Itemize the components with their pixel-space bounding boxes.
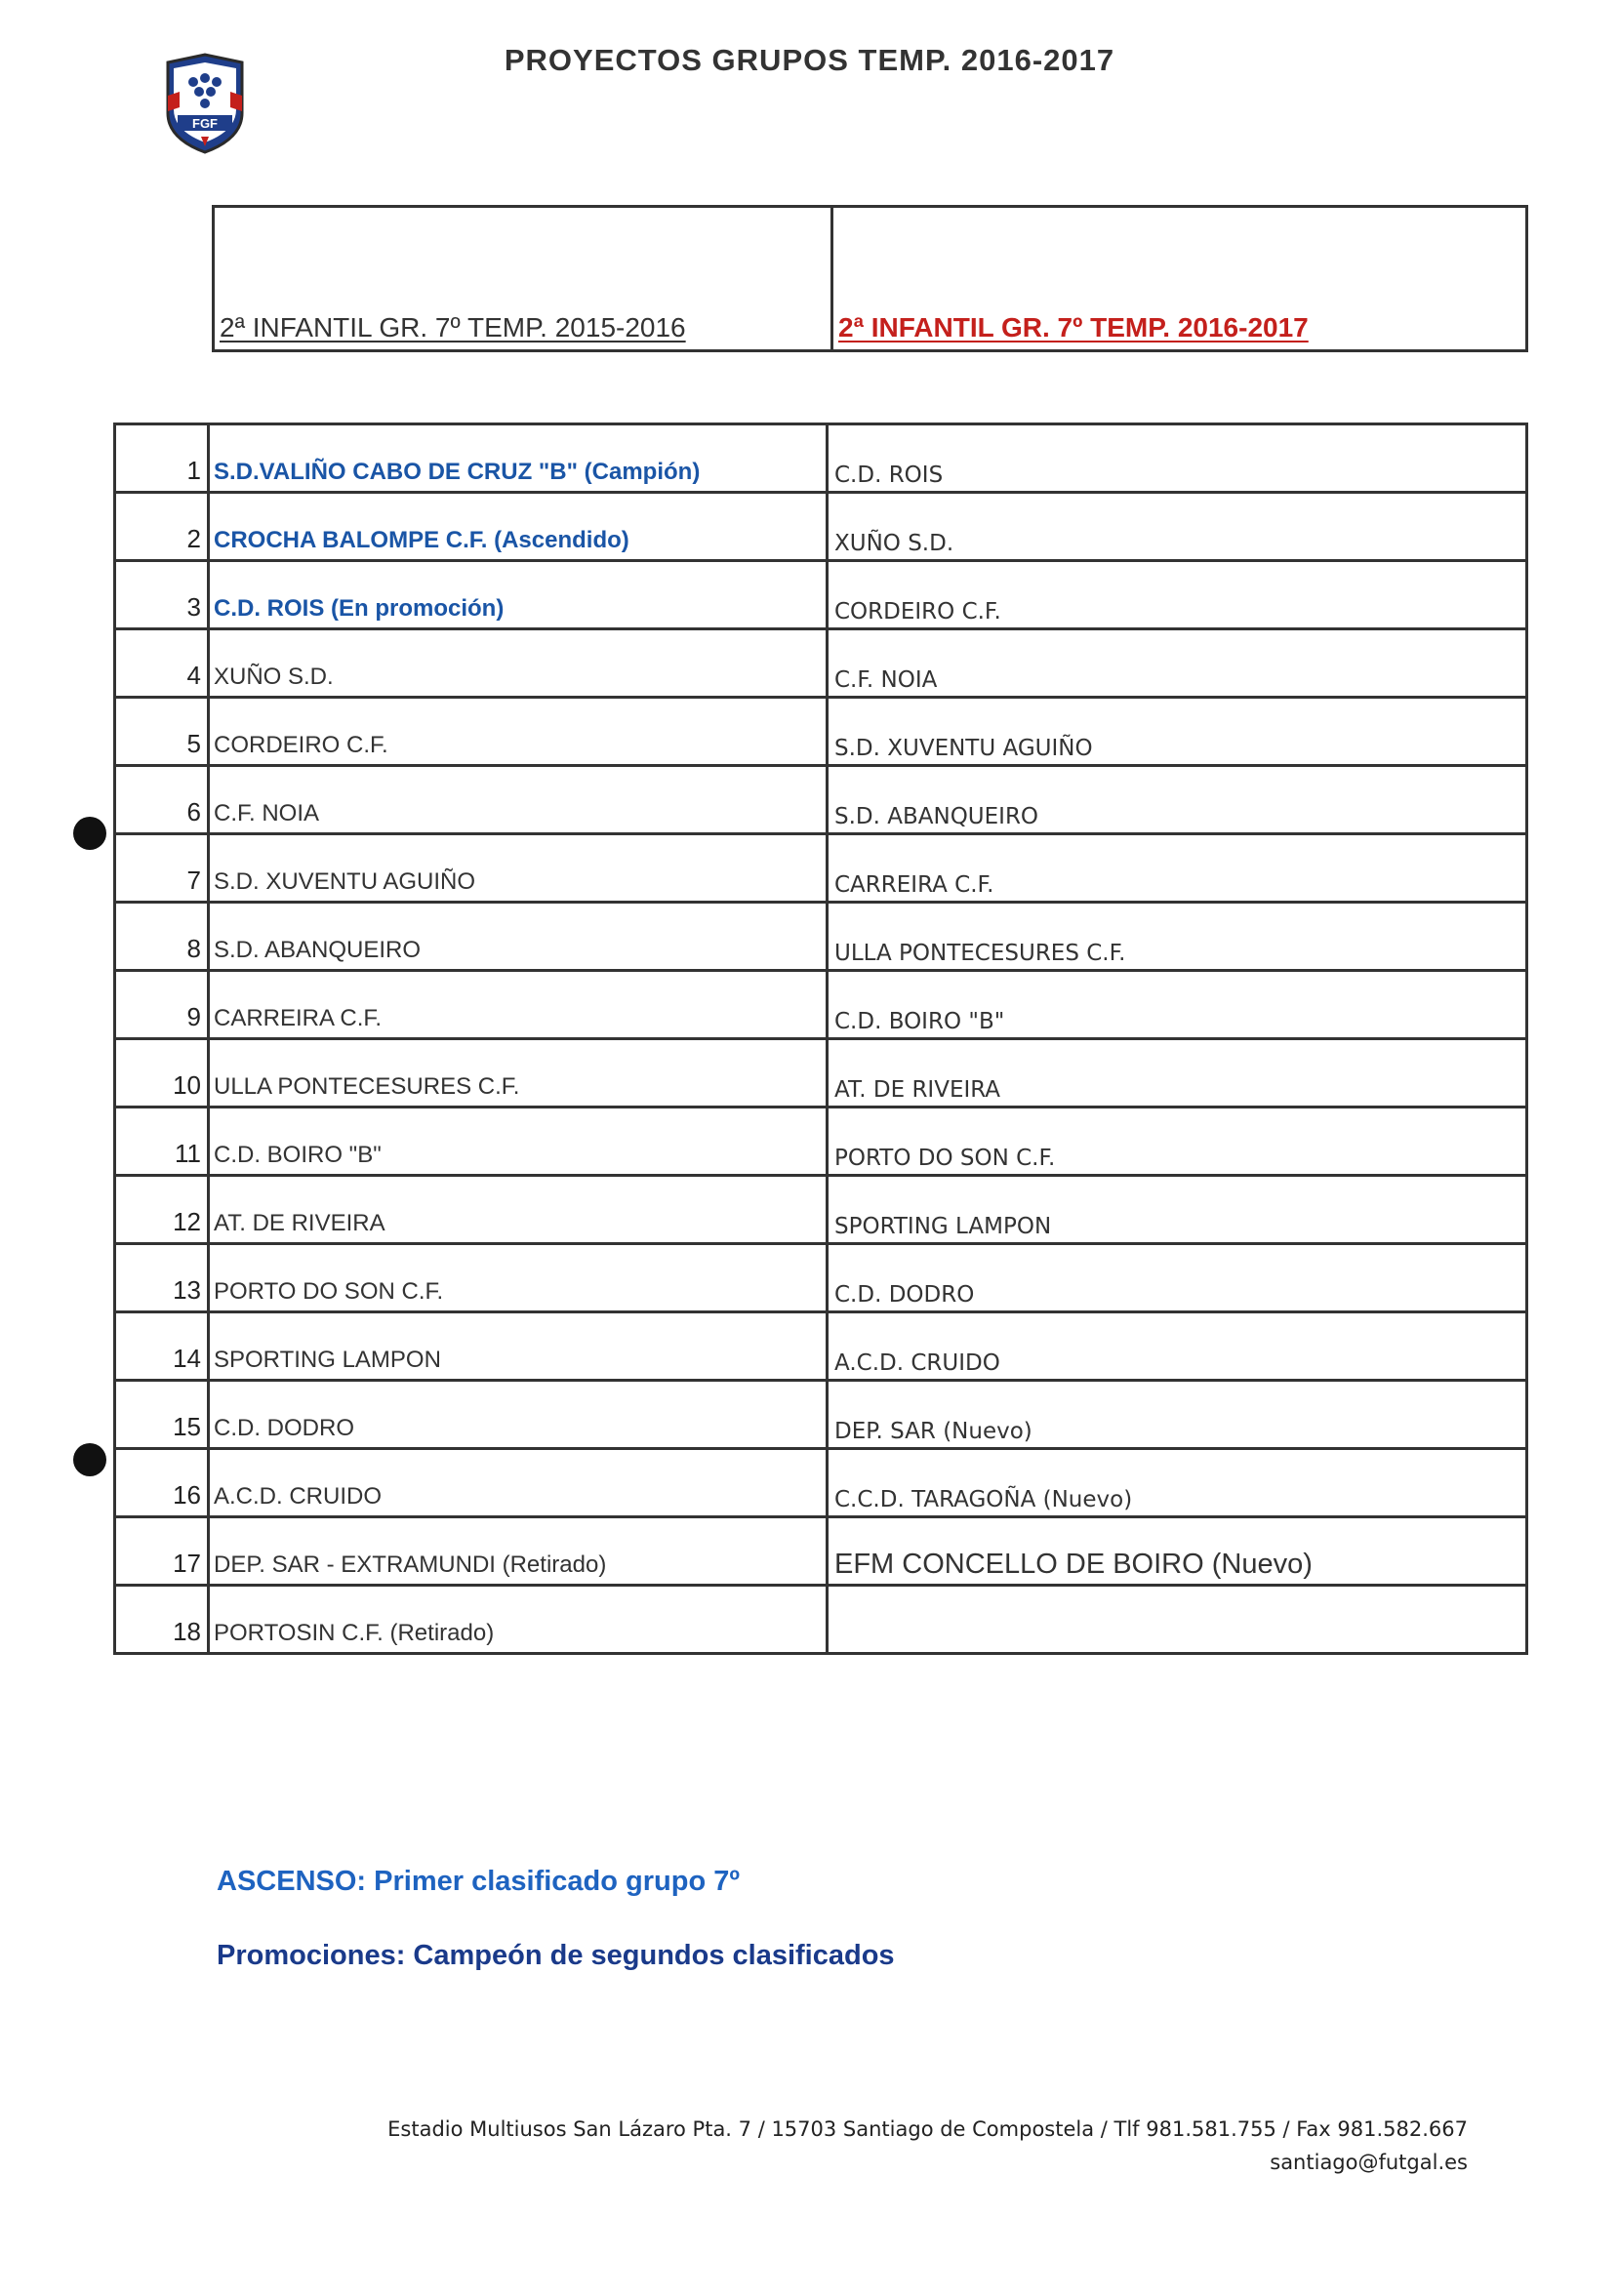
row-number: 13 <box>115 1244 209 1312</box>
table-row <box>115 561 1527 629</box>
team-2016-2017: A.C.D. CRUIDO <box>828 1312 1527 1381</box>
table-row <box>115 1449 1527 1517</box>
team-2016-2017: AT. DE RIVEIRA <box>828 1039 1527 1108</box>
team-2016-2017: CARREIRA C.F. <box>828 834 1527 903</box>
team-2015-2016: A.C.D. CRUIDO <box>209 1449 828 1517</box>
table-row <box>115 1176 1527 1244</box>
row-number: 1 <box>115 424 209 493</box>
table-row <box>115 1039 1527 1108</box>
table-row <box>115 698 1527 766</box>
row-number: 5 <box>115 698 209 766</box>
team-2015-2016: DEP. SAR - EXTRAMUNDI (Retirado) <box>209 1517 828 1586</box>
row-number: 2 <box>115 493 209 561</box>
team-2016-2017: ULLA PONTECESURES C.F. <box>828 903 1527 971</box>
team-2015-2016: S.D.VALIÑO CABO DE CRUZ "B" (Campión) <box>209 424 828 493</box>
team-2016-2017: S.D. XUVENTU AGUIÑO <box>828 698 1527 766</box>
table-row <box>115 1586 1527 1654</box>
row-number: 15 <box>115 1381 209 1449</box>
team-2015-2016: CORDEIRO C.F. <box>209 698 828 766</box>
footer-address: Estadio Multiusos San Lázaro Pta. 7 / 15703 Santiago de Compostela / Tlf 981.581.755 / Fax 981.582.667 <box>387 2117 1468 2141</box>
table-row <box>115 1108 1527 1176</box>
row-number: 6 <box>115 766 209 834</box>
ascenso-note: ASCENSO: Primer clasificado grupo 7º <box>217 1866 740 1897</box>
row-number: 10 <box>115 1039 209 1108</box>
header-cell-old-season <box>215 208 833 349</box>
team-2015-2016: XUÑO S.D. <box>209 629 828 698</box>
team-2015-2016: AT. DE RIVEIRA <box>209 1176 828 1244</box>
team-2016-2017: SPORTING LAMPON <box>828 1176 1527 1244</box>
team-2016-2017: PORTO DO SON C.F. <box>828 1108 1527 1176</box>
row-number: 7 <box>115 834 209 903</box>
team-2015-2016: C.F. NOIA <box>209 766 828 834</box>
table-row <box>115 1244 1527 1312</box>
team-2015-2016: C.D. BOIRO "B" <box>209 1108 828 1176</box>
table-row <box>115 1312 1527 1381</box>
page-title: PROYECTOS GRUPOS TEMP. 2016-2017 <box>504 43 1115 77</box>
team-2015-2016: CARREIRA C.F. <box>209 971 828 1039</box>
table-row <box>115 424 1527 493</box>
team-2015-2016: ULLA PONTECESURES C.F. <box>209 1039 828 1108</box>
binder-hole-top <box>73 817 106 850</box>
header-new-season-label: 2ª INFANTIL GR. 7º TEMP. 2016-2017 <box>838 312 1309 342</box>
groups-table <box>113 423 1528 1655</box>
team-2016-2017 <box>828 1586 1527 1654</box>
table-row <box>115 493 1527 561</box>
team-2016-2017: C.F. NOIA <box>828 629 1527 698</box>
table-row <box>115 766 1527 834</box>
season-header-table <box>212 205 1528 352</box>
row-number: 14 <box>115 1312 209 1381</box>
header-cell-new-season <box>833 208 1525 349</box>
table-row <box>115 1381 1527 1449</box>
promociones-note: Promociones: Campeón de segundos clasificados <box>217 1940 895 1971</box>
team-2015-2016: C.D. DODRO <box>209 1381 828 1449</box>
row-number: 18 <box>115 1586 209 1654</box>
binder-hole-bottom <box>73 1443 106 1476</box>
team-2016-2017: S.D. ABANQUEIRO <box>828 766 1527 834</box>
row-number: 17 <box>115 1517 209 1586</box>
team-2016-2017: XUÑO S.D. <box>828 493 1527 561</box>
team-2016-2017: EFM CONCELLO DE BOIRO (Nuevo) <box>828 1517 1527 1586</box>
team-2016-2017: C.D. BOIRO "B" <box>828 971 1527 1039</box>
logo-text: FGF <box>192 116 218 131</box>
row-number: 16 <box>115 1449 209 1517</box>
table-row <box>115 834 1527 903</box>
team-2015-2016: PORTOSIN C.F. (Retirado) <box>209 1586 828 1654</box>
table-row <box>115 903 1527 971</box>
team-2015-2016: S.D. XUVENTU AGUIÑO <box>209 834 828 903</box>
team-2016-2017: DEP. SAR (Nuevo) <box>828 1381 1527 1449</box>
table-row <box>115 971 1527 1039</box>
team-2016-2017: CORDEIRO C.F. <box>828 561 1527 629</box>
team-2015-2016: CROCHA BALOMPE C.F. (Ascendido) <box>209 493 828 561</box>
team-2016-2017: C.D. DODRO <box>828 1244 1527 1312</box>
row-number: 4 <box>115 629 209 698</box>
team-2015-2016: S.D. ABANQUEIRO <box>209 903 828 971</box>
row-number: 3 <box>115 561 209 629</box>
row-number: 9 <box>115 971 209 1039</box>
footer-email: santiago@futgal.es <box>1270 2151 1468 2174</box>
team-2016-2017: C.C.D. TARAGOÑA (Nuevo) <box>828 1449 1527 1517</box>
header-old-season-label: 2ª INFANTIL GR. 7º TEMP. 2015-2016 <box>220 312 686 342</box>
table-row <box>115 629 1527 698</box>
table-row <box>115 1517 1527 1586</box>
row-number: 11 <box>115 1108 209 1176</box>
team-2015-2016: SPORTING LAMPON <box>209 1312 828 1381</box>
row-number: 12 <box>115 1176 209 1244</box>
team-2016-2017: C.D. ROIS <box>828 424 1527 493</box>
team-2015-2016: C.D. ROIS (En promoción) <box>209 561 828 629</box>
row-number: 8 <box>115 903 209 971</box>
team-2015-2016: PORTO DO SON C.F. <box>209 1244 828 1312</box>
